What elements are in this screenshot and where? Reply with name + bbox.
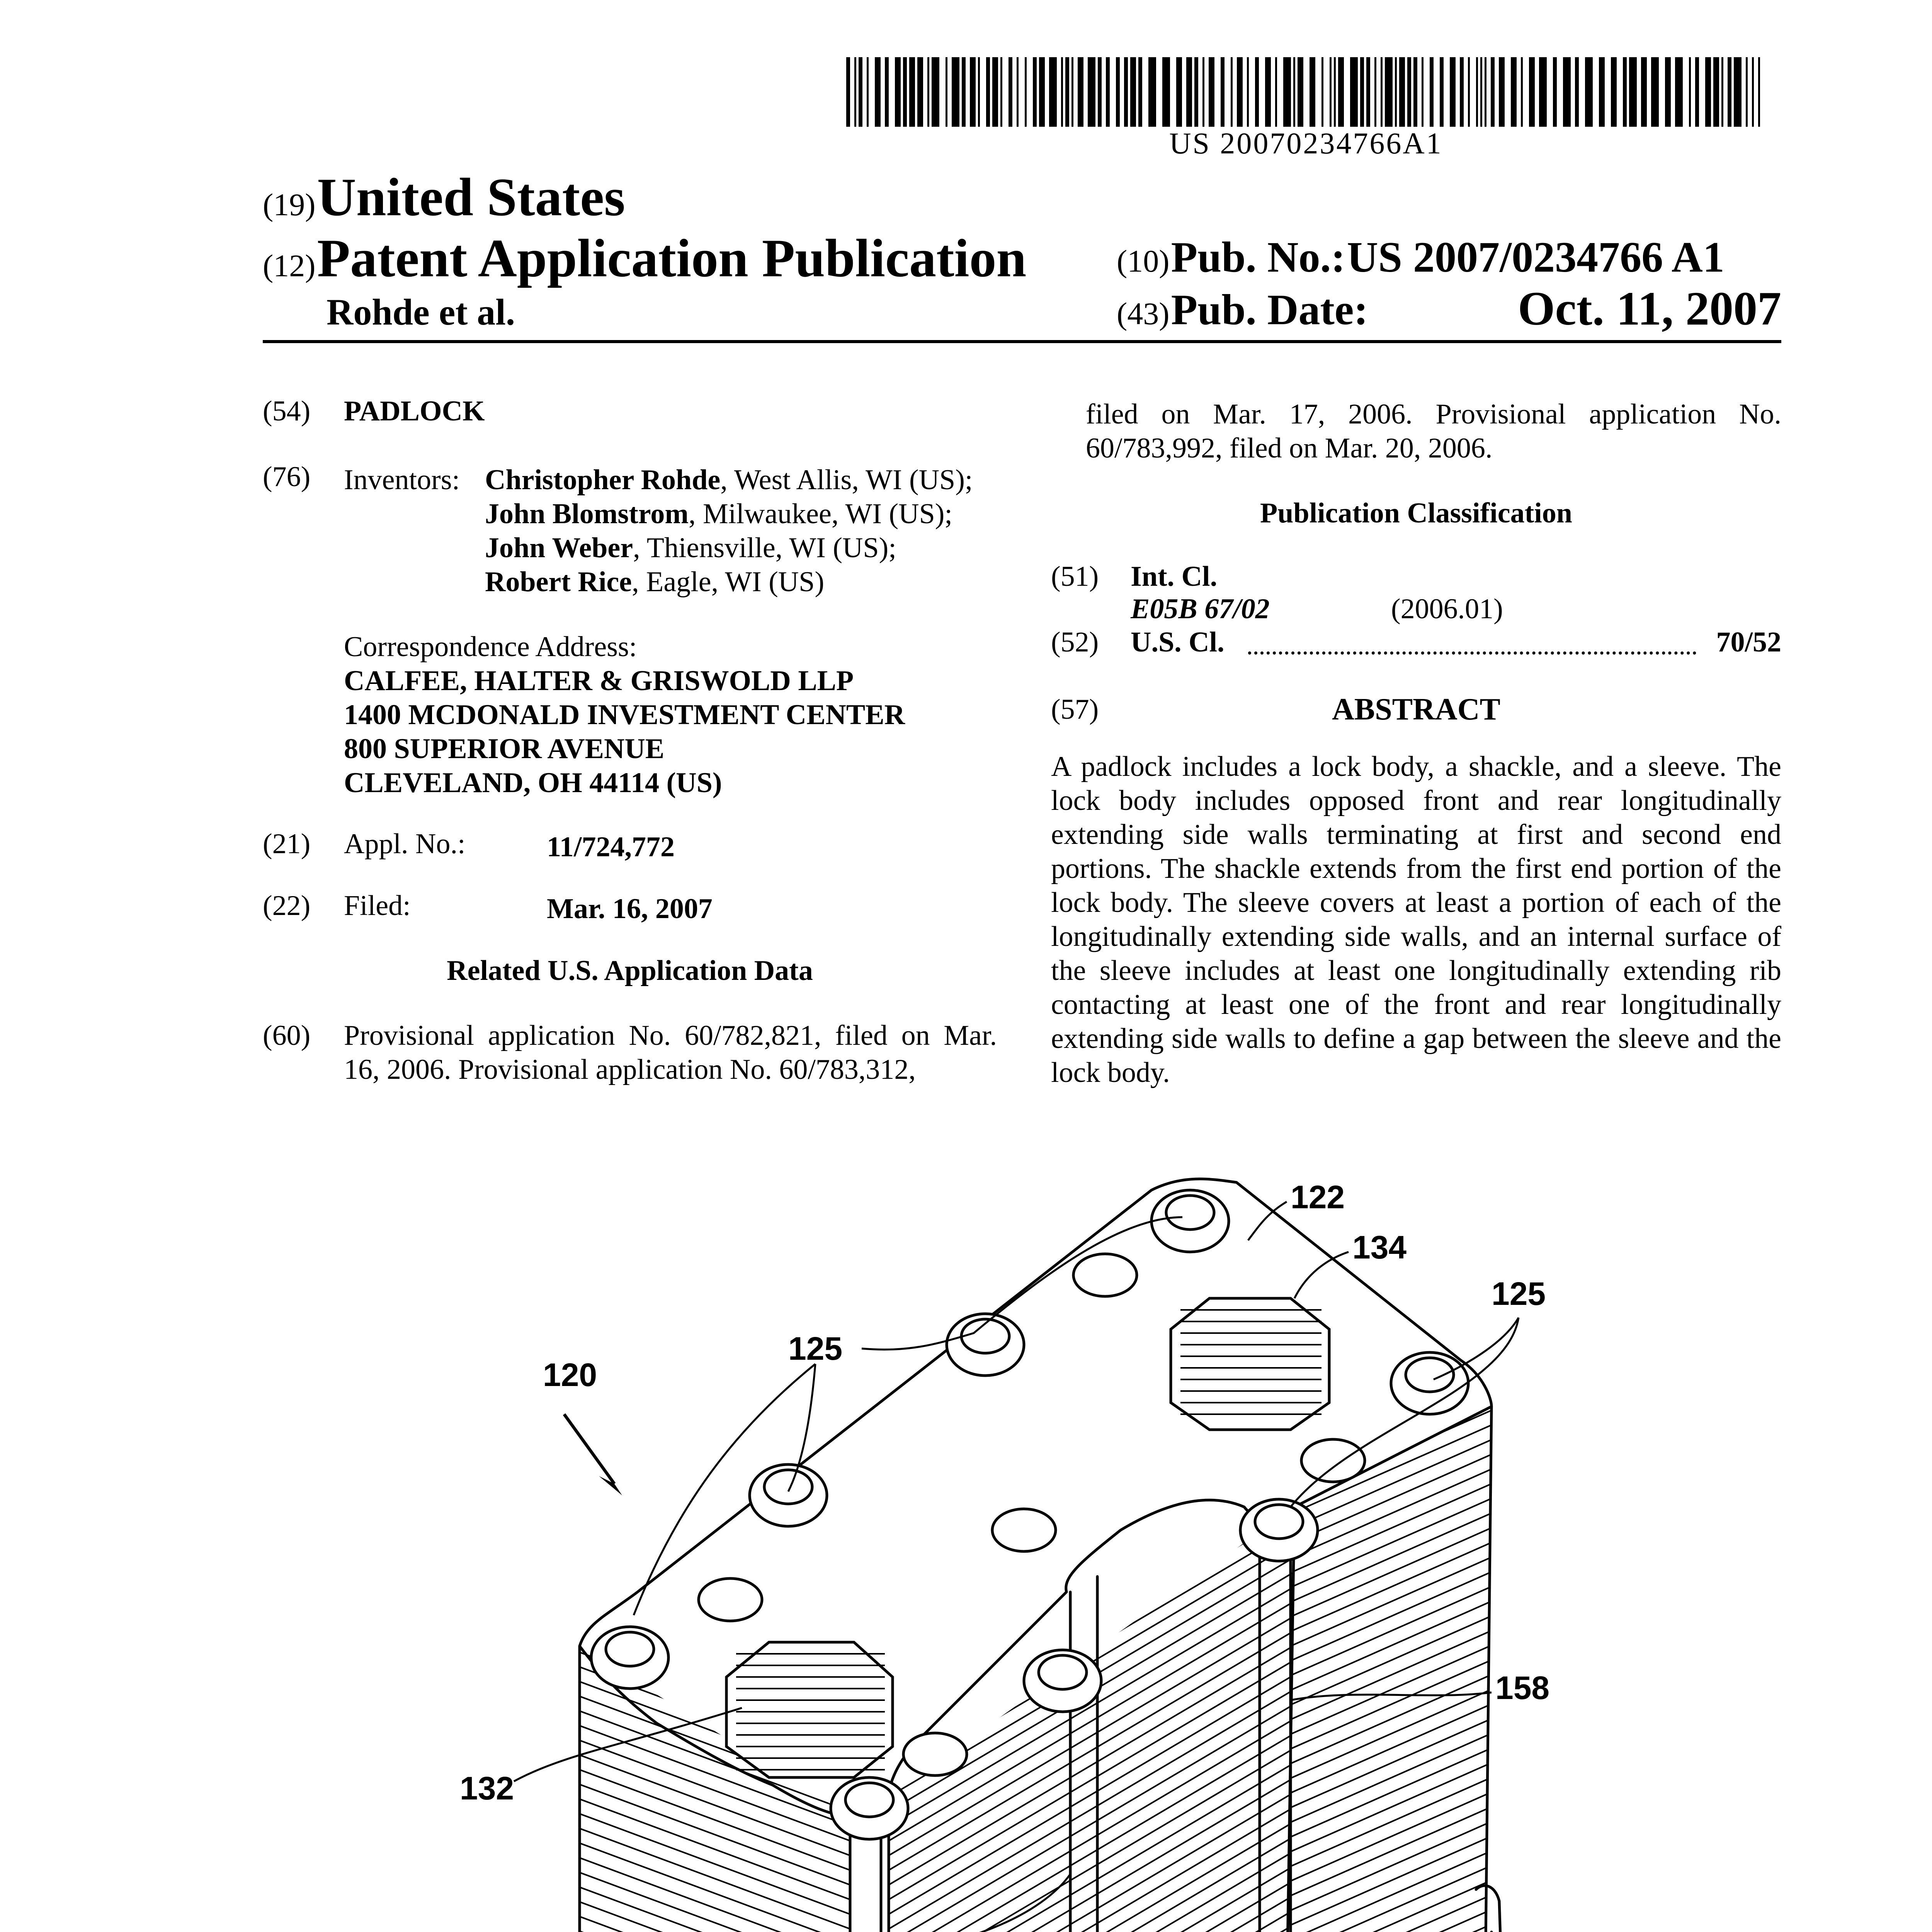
filed-label: Filed:: [344, 890, 411, 922]
authors: Rohde et al.: [327, 291, 515, 333]
title: PADLOCK: [344, 395, 485, 427]
label-125-right: 125: [1492, 1276, 1546, 1312]
classification-heading: Publication Classification: [1260, 497, 1572, 529]
correspondence-line: CALFEE, HALTER & GRISWOLD LLP: [344, 665, 854, 697]
inventor-name: John Blomstrom: [485, 498, 689, 530]
int-cl-year: (2006.01): [1391, 593, 1503, 625]
provisional-text-part2: filed on Mar. 17, 2006. Provisional application No. 60/783,992, filed on Mar. 20, 2006.: [1086, 398, 1781, 464]
inventor-name: Robert Rice: [485, 566, 632, 598]
label-132: 132: [460, 1770, 514, 1806]
inventor-name: Christopher Rohde: [485, 464, 721, 496]
correspondence-line: 800 SUPERIOR AVENUE: [344, 733, 665, 765]
label-134: 134: [1352, 1229, 1407, 1265]
provisional-code: (60): [263, 1020, 311, 1051]
pub-date: Oct. 11, 2007: [1518, 282, 1781, 335]
pub-date-label: Pub. Date:: [1171, 286, 1368, 334]
int-cl-code: (51): [1051, 561, 1099, 592]
barcode-number: US 20070234766A1: [1169, 126, 1443, 160]
appl-no: 11/724,772: [547, 831, 675, 863]
inventor-location: , Thiensville, WI (US);: [633, 532, 896, 564]
label-120: 120: [543, 1357, 597, 1393]
abstract-text: A padlock includes a lock body, a shackle, and a sleeve. The lock body includes opposed front and rear longitudinally extending side walls terminating at first and second end portions. The shackle extends from the first end portion of the lock body. The sleeve covers at least a portion of each of the longitudinally extending side walls, and an internal surface of the sleeve includes at least one longitudinally extending rib contacting at least one of the front and rear longitudinally extending side walls to define a gap between the sleeve and the lock body.: [1051, 751, 1781, 1088]
appl-code: (21): [263, 828, 311, 860]
provisional-text-part1: Provisional application No. 60/782,821, filed on Mar. 16, 2006. Provisional application No. 60/783,312,: [344, 1020, 997, 1085]
pub-date-code: (43): [1117, 296, 1170, 331]
us-cl-code: (52): [1051, 626, 1099, 658]
inventor-location: , Milwaukee, WI (US);: [688, 498, 952, 530]
abstract-code: (57): [1051, 694, 1099, 725]
appl-label: Appl. No.:: [344, 828, 466, 860]
filed-code: (22): [263, 890, 311, 922]
doc-type: Patent Application Publication: [317, 228, 1027, 288]
doc-type-code: (12): [263, 248, 316, 283]
abstract-heading: ABSTRACT: [1332, 692, 1500, 726]
int-cl-class: E05B 67/02: [1131, 593, 1270, 625]
inventor-location: , West Allis, WI (US);: [720, 464, 973, 496]
related-heading: Related U.S. Application Data: [447, 955, 813, 986]
correspondence-label: Correspondence Address:: [344, 631, 637, 663]
pub-no: US 2007/0234766 A1: [1347, 233, 1725, 281]
country: United States: [317, 167, 625, 227]
us-cl-value: 70/52: [1716, 626, 1781, 658]
inventors-code: (76): [263, 461, 311, 493]
correspondence-line: 1400 MCDONALD INVESTMENT CENTER: [344, 699, 905, 731]
pub-no-label: Pub. No.:: [1171, 233, 1345, 281]
inventor-location: , Eagle, WI (US): [632, 566, 825, 598]
inventor-name: John Weber: [485, 532, 633, 564]
label-122: 122: [1291, 1179, 1345, 1215]
pub-no-code: (10): [1117, 243, 1170, 279]
us-cl-label: U.S. Cl.: [1131, 626, 1225, 658]
country-code: (19): [263, 187, 316, 222]
label-158-right: 158: [1495, 1670, 1550, 1706]
label-125-left: 125: [788, 1330, 843, 1367]
inventors-label: Inventors:: [344, 464, 460, 496]
title-code: (54): [263, 395, 311, 427]
correspondence-line: CLEVELAND, OH 44114 (US): [344, 767, 722, 799]
filed-date: Mar. 16, 2007: [547, 893, 713, 925]
int-cl-label: Int. Cl.: [1131, 561, 1218, 592]
